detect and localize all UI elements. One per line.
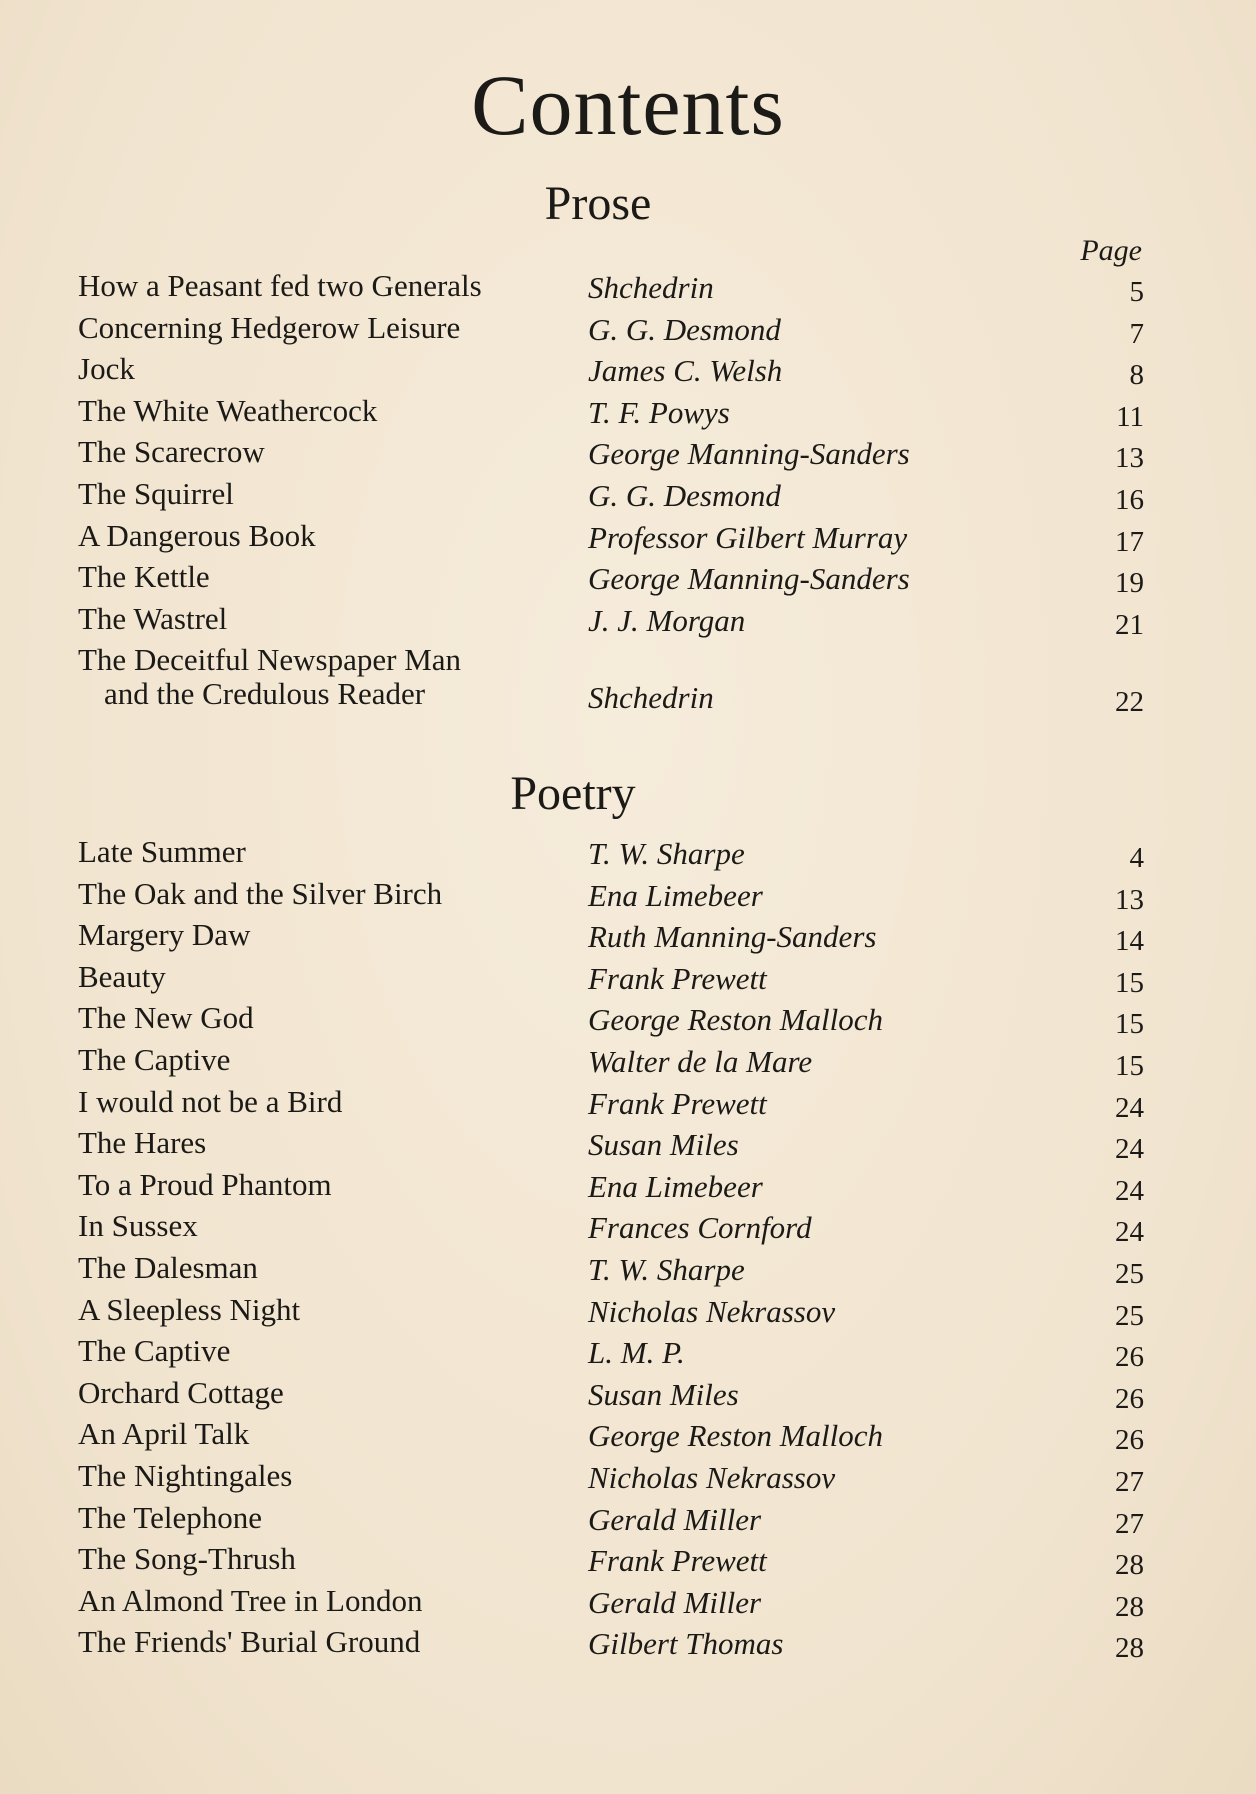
entry-title: A Dangerous Book [78,517,316,553]
entry-title: Margery Daw [78,917,251,953]
entry-author: G. G. Desmond [588,478,781,513]
entry-author: Susan Miles [588,1127,739,1163]
entry-page-number: 19 [1115,567,1144,600]
prose-entry [0,351,1256,393]
entry-page-number: 21 [1115,608,1144,641]
entry-page-number: 24 [1115,1091,1144,1124]
entry-title: The Hares [78,1125,207,1161]
entry-author: George Reston Malloch [588,1418,883,1454]
entry-author: J. J. Morgan [588,602,746,638]
entry-author: Nicholas Nekrassov [588,1293,836,1329]
entry-title: The Friends' Burial Ground [78,1624,421,1660]
entry-author: T. W. Sharpe [588,1252,745,1287]
entry-author: T. W. Sharpe [588,836,745,871]
entry-author: Susan Miles [588,1376,739,1412]
poetry-entry [0,1250,1256,1292]
entry-author: Shchedrin [588,270,714,305]
poetry-entry [0,1167,1256,1209]
entry-author: Gerald Miller [588,1501,762,1537]
poetry-heading: Poetry [510,767,636,820]
poetry-entry [0,1375,1256,1417]
entry-page-number: 13 [1115,883,1144,916]
poetry-entry [0,1125,1256,1167]
poetry-entry [0,1292,1256,1334]
entry-title: The Deceitful Newspaper Man [78,642,462,678]
entry-author: George Reston Malloch [588,1002,883,1038]
entry-author: Gilbert Thomas [588,1626,784,1662]
prose-entry [0,310,1256,352]
poetry-entry [0,1541,1256,1583]
poetry-entry [0,1624,1256,1666]
poetry-entry [0,1416,1256,1458]
prose-entry [0,642,1256,719]
entry-title: The Nightingales [78,1458,293,1493]
poetry-entry [0,1333,1256,1375]
entry-title: An April Talk [78,1416,250,1452]
entry-title: The Song-Thrush [78,1541,296,1577]
entry-title: The Dalesman [78,1250,258,1285]
entry-page-number: 25 [1115,1258,1144,1290]
entry-title: The Oak and the Silver Birch [78,875,443,911]
entry-page-number: 25 [1115,1299,1144,1332]
poetry-entry [0,1000,1256,1042]
prose-entry [0,393,1256,435]
entry-page-number: 15 [1115,966,1144,999]
entry-author: Professor Gilbert Murray [588,519,908,555]
entry-title: The Captive [78,1333,231,1369]
entry-title: An Almond Tree in London [78,1582,423,1618]
entry-author: George Manning-Sanders [588,561,910,597]
entry-page-number: 13 [1115,442,1144,475]
entry-title: The New God [78,1000,254,1036]
entry-page-number: 11 [1116,400,1144,433]
entry-page-number: 26 [1115,1341,1144,1374]
entry-author: Gerald Miller [588,1584,762,1620]
entry-author: Nicholas Nekrassov [588,1460,836,1495]
entry-author: T. F. Powys [588,394,730,430]
poetry-entry [0,1208,1256,1250]
entry-title: Late Summer [78,834,246,869]
entry-author: Walter de la Mare [588,1044,813,1079]
entry-author: G. G. Desmond [588,311,781,347]
entry-page-number: 26 [1115,1382,1144,1415]
entry-title: In Sussex [78,1208,198,1244]
entry-title: The Kettle [78,559,210,595]
entry-title: How a Peasant fed two Generals [78,268,482,303]
entry-page-number: 8 [1129,359,1144,392]
entry-title: To a Proud Phantom [78,1166,332,1202]
entry-author: James C. Welsh [588,353,783,389]
entry-author: Shchedrin [588,680,714,716]
entry-title: Orchard Cottage [78,1374,284,1410]
entry-page-number: 27 [1115,1466,1144,1498]
entry-page-number: 24 [1115,1174,1144,1207]
entry-author: L. M. P. [588,1335,685,1371]
entry-page-number: 28 [1115,1549,1144,1582]
entry-title: The Telephone [78,1499,263,1535]
entry-author: Frank Prewett [588,1085,767,1121]
entry-author: Frank Prewett [588,1543,767,1579]
entry-title: The Wastrel [78,600,228,636]
entry-page-number: 4 [1129,842,1144,874]
entry-author: Ruth Manning-Sanders [588,919,877,955]
entry-page-number: 16 [1115,484,1144,516]
entry-title: The Scarecrow [78,434,265,470]
entry-page-number: 24 [1115,1133,1144,1166]
entry-page-number: 15 [1115,1050,1144,1082]
entry-page-number: 17 [1115,525,1144,558]
poetry-entry [0,917,1256,959]
prose-entry [0,268,1256,310]
poetry-entry [0,1458,1256,1500]
prose-entry [0,434,1256,476]
poetry-entry [0,959,1256,1001]
entry-page-number: 28 [1115,1632,1144,1665]
poetry-entry [0,876,1256,918]
entry-title: A Sleepless Night [78,1291,301,1327]
entry-page-number: 26 [1115,1424,1144,1457]
poetry-entry [0,1583,1256,1625]
entry-title: The Squirrel [78,476,234,511]
prose-entry [0,476,1256,518]
entry-author: George Manning-Sanders [588,436,910,472]
entry-author: Frances Cornford [588,1210,812,1246]
poetry-entry [0,1084,1256,1126]
entry-page-number: 15 [1115,1008,1144,1041]
poetry-entry [0,1042,1256,1084]
entry-author: Ena Limebeer [588,877,763,913]
page-title: Contents [471,57,785,153]
entry-title: Jock [78,351,135,387]
entry-title-continued: and the Credulous Reader [104,676,426,712]
entry-title: The Captive [78,1042,231,1077]
entry-author: Ena Limebeer [588,1168,763,1204]
poetry-entry [0,1500,1256,1542]
entry-title: The White Weathercock [78,392,378,428]
prose-heading: Prose [544,177,652,230]
entry-page-number: 24 [1115,1216,1144,1249]
entry-title: Beauty [78,958,166,994]
entry-title: I would not be a Bird [78,1083,343,1119]
prose-entry [0,601,1256,643]
prose-entry [0,518,1256,560]
entry-page-number: 27 [1115,1507,1144,1540]
poetry-entry [0,834,1256,876]
entry-page-number: 28 [1115,1590,1144,1623]
entry-title: Concerning Hedgerow Leisure [78,309,461,345]
entry-page-number: 22 [1115,686,1144,719]
entry-page-number: 5 [1129,276,1144,308]
entry-author: Frank Prewett [588,960,767,996]
entry-page-number: 7 [1129,317,1144,350]
prose-entry [0,559,1256,601]
entry-page-number: 14 [1115,925,1144,958]
page-column-heading: Page [1080,234,1142,267]
